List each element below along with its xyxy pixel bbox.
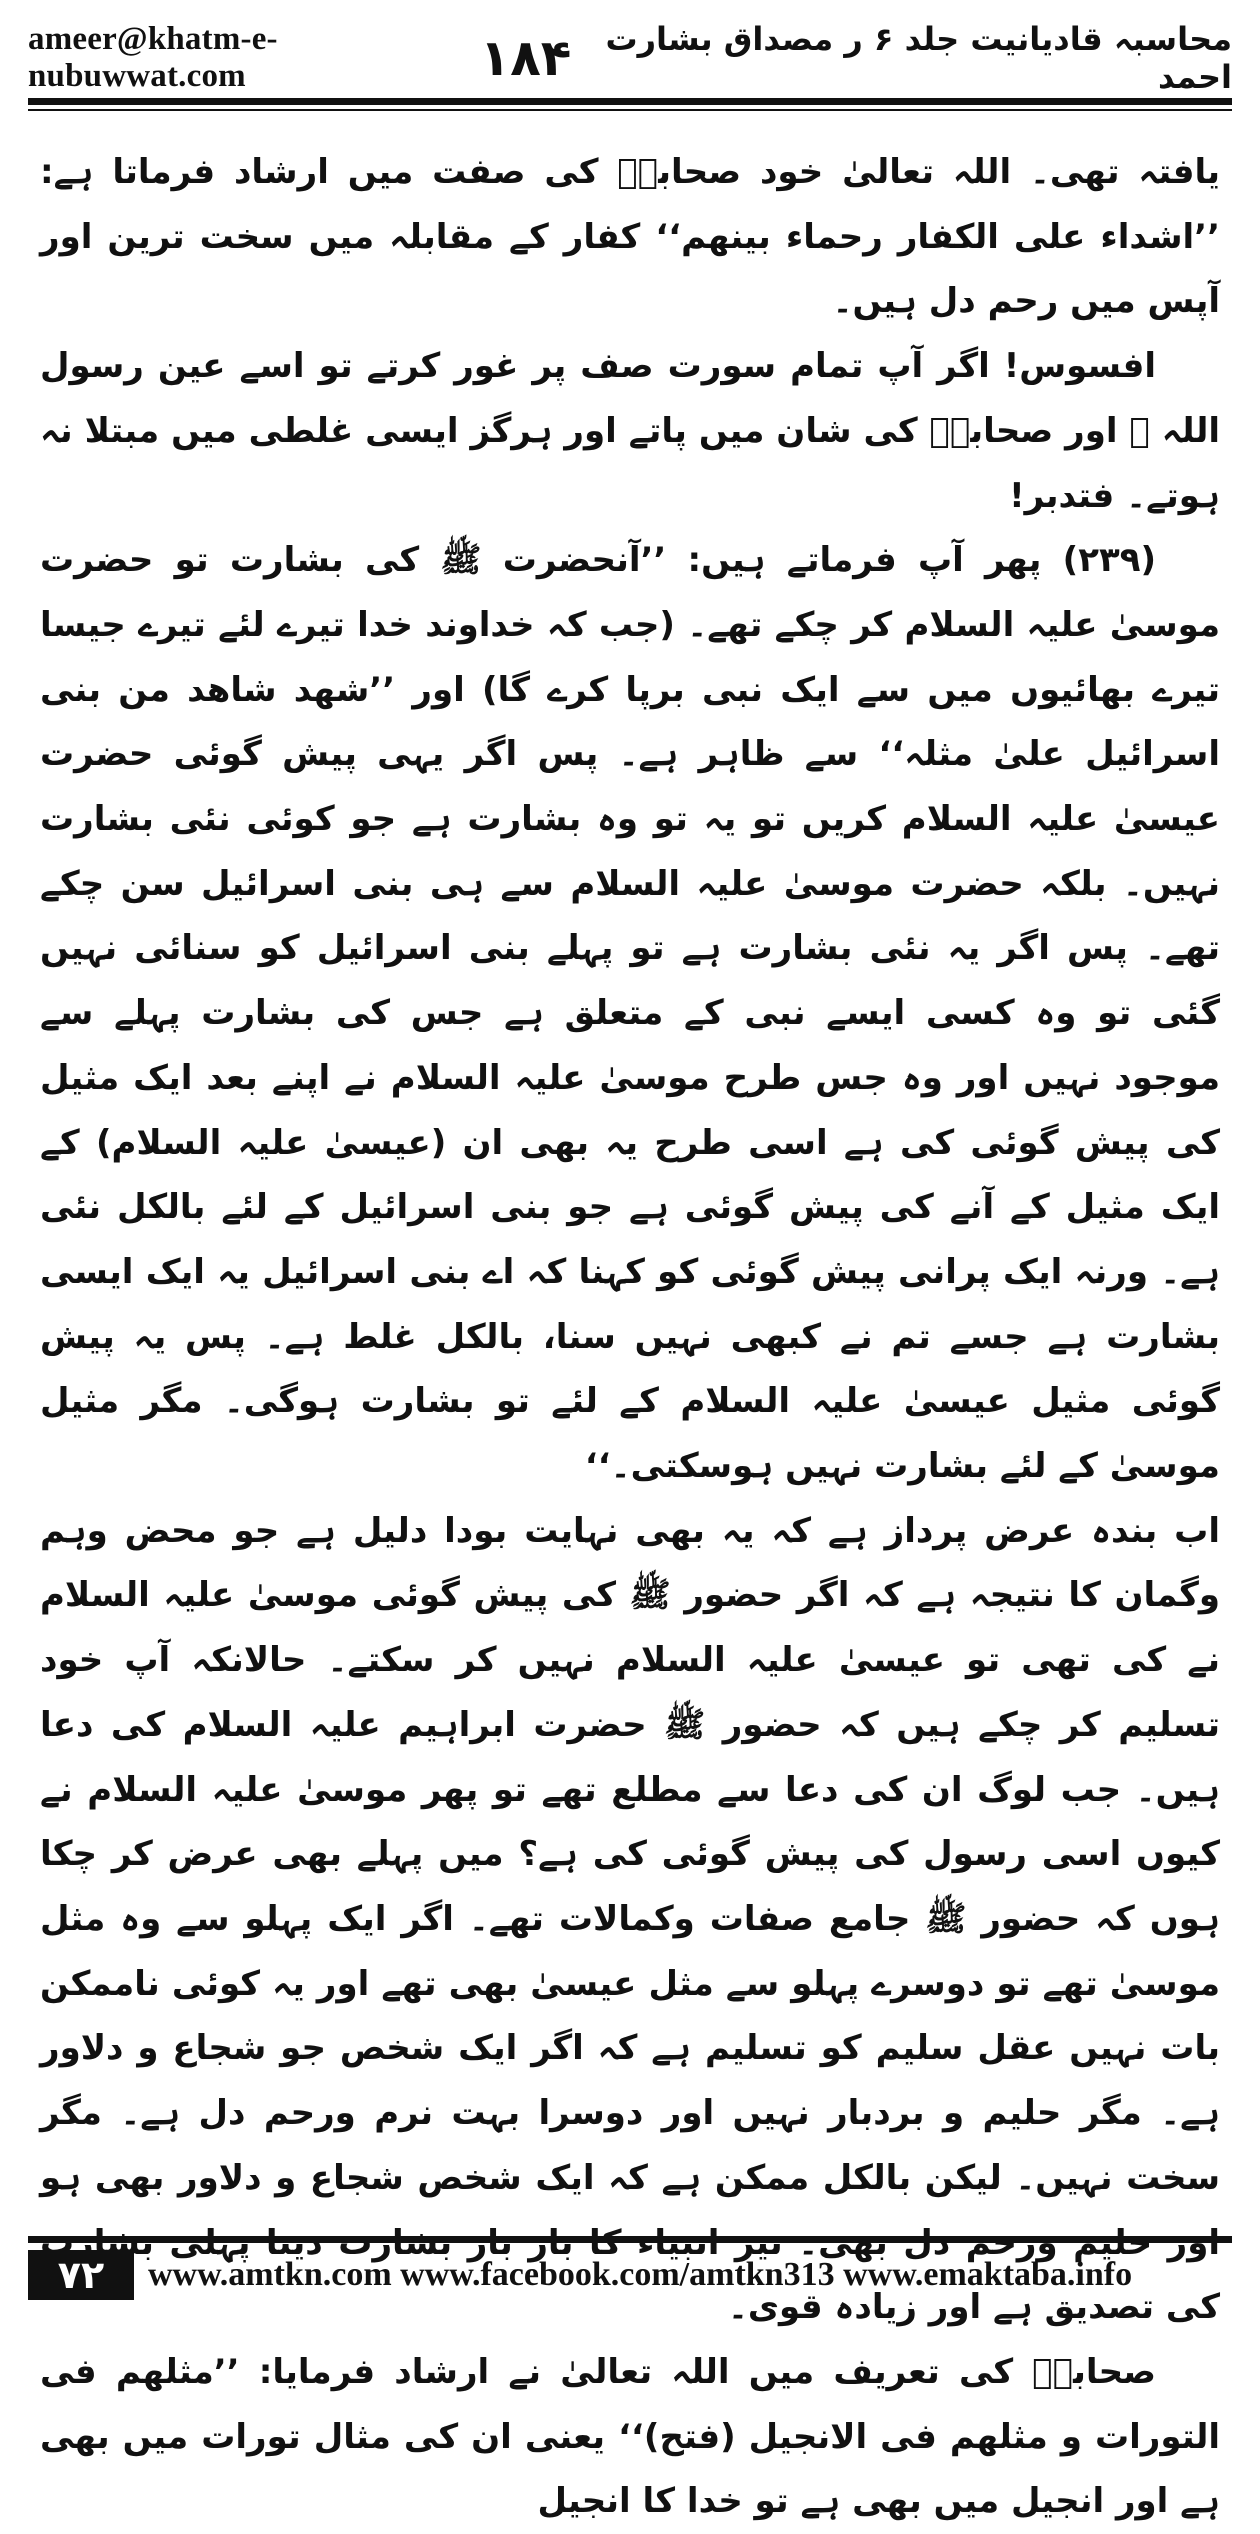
paragraph-3: (۲۳۹) پھر آپ فرماتے ہیں: ’’آنحضرت ﷺ کی بشارت تو حضرت موسیٰ علیہ السلام کر چکے تھے۔ (جب کہ خداوند خدا تیرے لئے تیرے جیسا تیرے بھائیوں میں سے ایک نبی برپا کرے گا) اور ’’شھد شاھد من بنی اسرائیل علیٰ مثلہ‘‘ سے ظاہر ہے۔ پس اگر یہی پیش گوئی حضرت عیسیٰ علیہ السلام کریں تو یہ تو وہ بشارت ہے جو کوئی نئی بشارت نہیں۔ بلکہ حضرت موسیٰ علیہ السلام سے ہی بنی اسرائیل سن چکے تھے۔ پس اگر یہ نئی بشارت ہے تو پہلے بنی اسرائیل کو سنائی نہیں گئی تو وہ کسی ایسے نبی کے متعلق ہے جس کی بشارت پہلے سے موجود نہیں اور وہ جس طرح موسیٰ علیہ السلام نے اپنے بعد ایک مثیل کی پیش گوئی کی ہے اسی طرح یہ بھی ان (عیسیٰ علیہ السلام) کے ایک مثیل کے آنے کی پیش گوئی ہے جو بنی اسرائیل کے لئے بالکل نئی ہے۔ ورنہ ایک پرانی پیش گوئی کو کہنا کہ اے بنی اسرائیل یہ ایک ایسی بشارت ہے جسے تم نے کبھی نہیں سنا، بالکل غلط ہے۔ پس یہ پیش گوئی مثیل عیسیٰ علیہ السلام کے لئے تو بشارت ہوگی۔ مگر مثیل موسیٰ کے لئے بشارت نہیں ہوسکتی۔‘‘	[40, 540, 1220, 1487]
page-number: ۱۸۴	[479, 29, 572, 87]
footer-page-number: ۷۲	[28, 2250, 134, 2300]
email-address[interactable]: ameer@khatm-e-nubuwwat.com	[28, 21, 278, 94]
page-footer	[28, 2250, 1232, 2297]
paragraph-4: اب بندہ عرض پرداز ہے کہ یہ بھی نہایت بودا دلیل ہے جو محض وہم وگمان کا نتیجہ ہے کہ اگر حضور ﷺ کی پیش گوئی موسیٰ علیہ السلام نے کی تھی تو عیسیٰ علیہ السلام نہیں کر سکتے۔ حالانکہ آپ خود تسلیم کر چکے ہیں کہ حضور ﷺ حضرت ابراہیم علیہ السلام کی دعا ہیں۔ جب لوگ ان کی دعا سے مطلع تھے تو پھر موسیٰ علیہ السلام نے کیوں اسی رسول کی پیش گوئی کی ہے؟ میں پہلے بھی عرض کر چکا ہوں کہ حضور ﷺ جامع صفات وکمالات تھے۔ اگر ایک پہلو سے وہ مثل موسیٰ تھے تو دوسرے پہلو سے مثل عیسیٰ بھی تھے اور یہ کوئی ناممکن بات نہیں عقل سلیم کو تسلیم ہے کہ اگر ایک شخص جو شجاع و دلاور ہے۔ مگر حلیم و بردبار نہیں اور دوسرا بہت نرم ورحم دل ہے۔ مگر سخت نہیں۔ لیکن بالکل ممکن ہے کہ ایک شخص شجاع و دلاور بھی ہو کی تصدیق ہے اور زیادہ قوی۔	[40, 1510, 1220, 2328]
paragraph-5: صحابہؓ کی تعریف میں اللہ تعالیٰ نے ارشاد فرمایا: ’’مثلھم فی التورات و مثلھم فی الانجیل (فتح)‘‘ یعنی ان کی مثال تورات میں بھی ہے اور انجیل میں بھی ہے تو خدا کا انجیل	[40, 2351, 1220, 2522]
header-rule-thin	[28, 109, 1232, 111]
page-header	[28, 20, 1232, 96]
paragraph-2: افسوس! اگر آپ تمام سورت صف پر غور کرتے تو اسے عین رسول اللہ ﷺ اور صحابہؓ کی شان میں پاتے اور ہرگز ایسی غلطی میں مبتلا نہ ہوتے۔ فتدبر!	[40, 346, 1220, 516]
header-rule	[28, 98, 1232, 105]
footer-rule	[28, 2236, 1232, 2243]
paragraph-1: یافتہ تھی۔ اللہ تعالیٰ خود صحابہؓ کی صفت میں ارشاد فرماتا ہے: ’’اشداء علی الکفار رحماء بینھم‘‘ کفار کے مقابلہ میں سخت ترین اور آپس میں رحم دل ہیں۔	[40, 152, 1220, 322]
footer-links[interactable]: www.amtkn.com www.facebook.com/amtkn313 www.emaktaba.info	[148, 2256, 1133, 2293]
book-title: محاسبہ قادیانیت جلد ۶ ر مصداق بشارت احمد	[605, 20, 1232, 96]
